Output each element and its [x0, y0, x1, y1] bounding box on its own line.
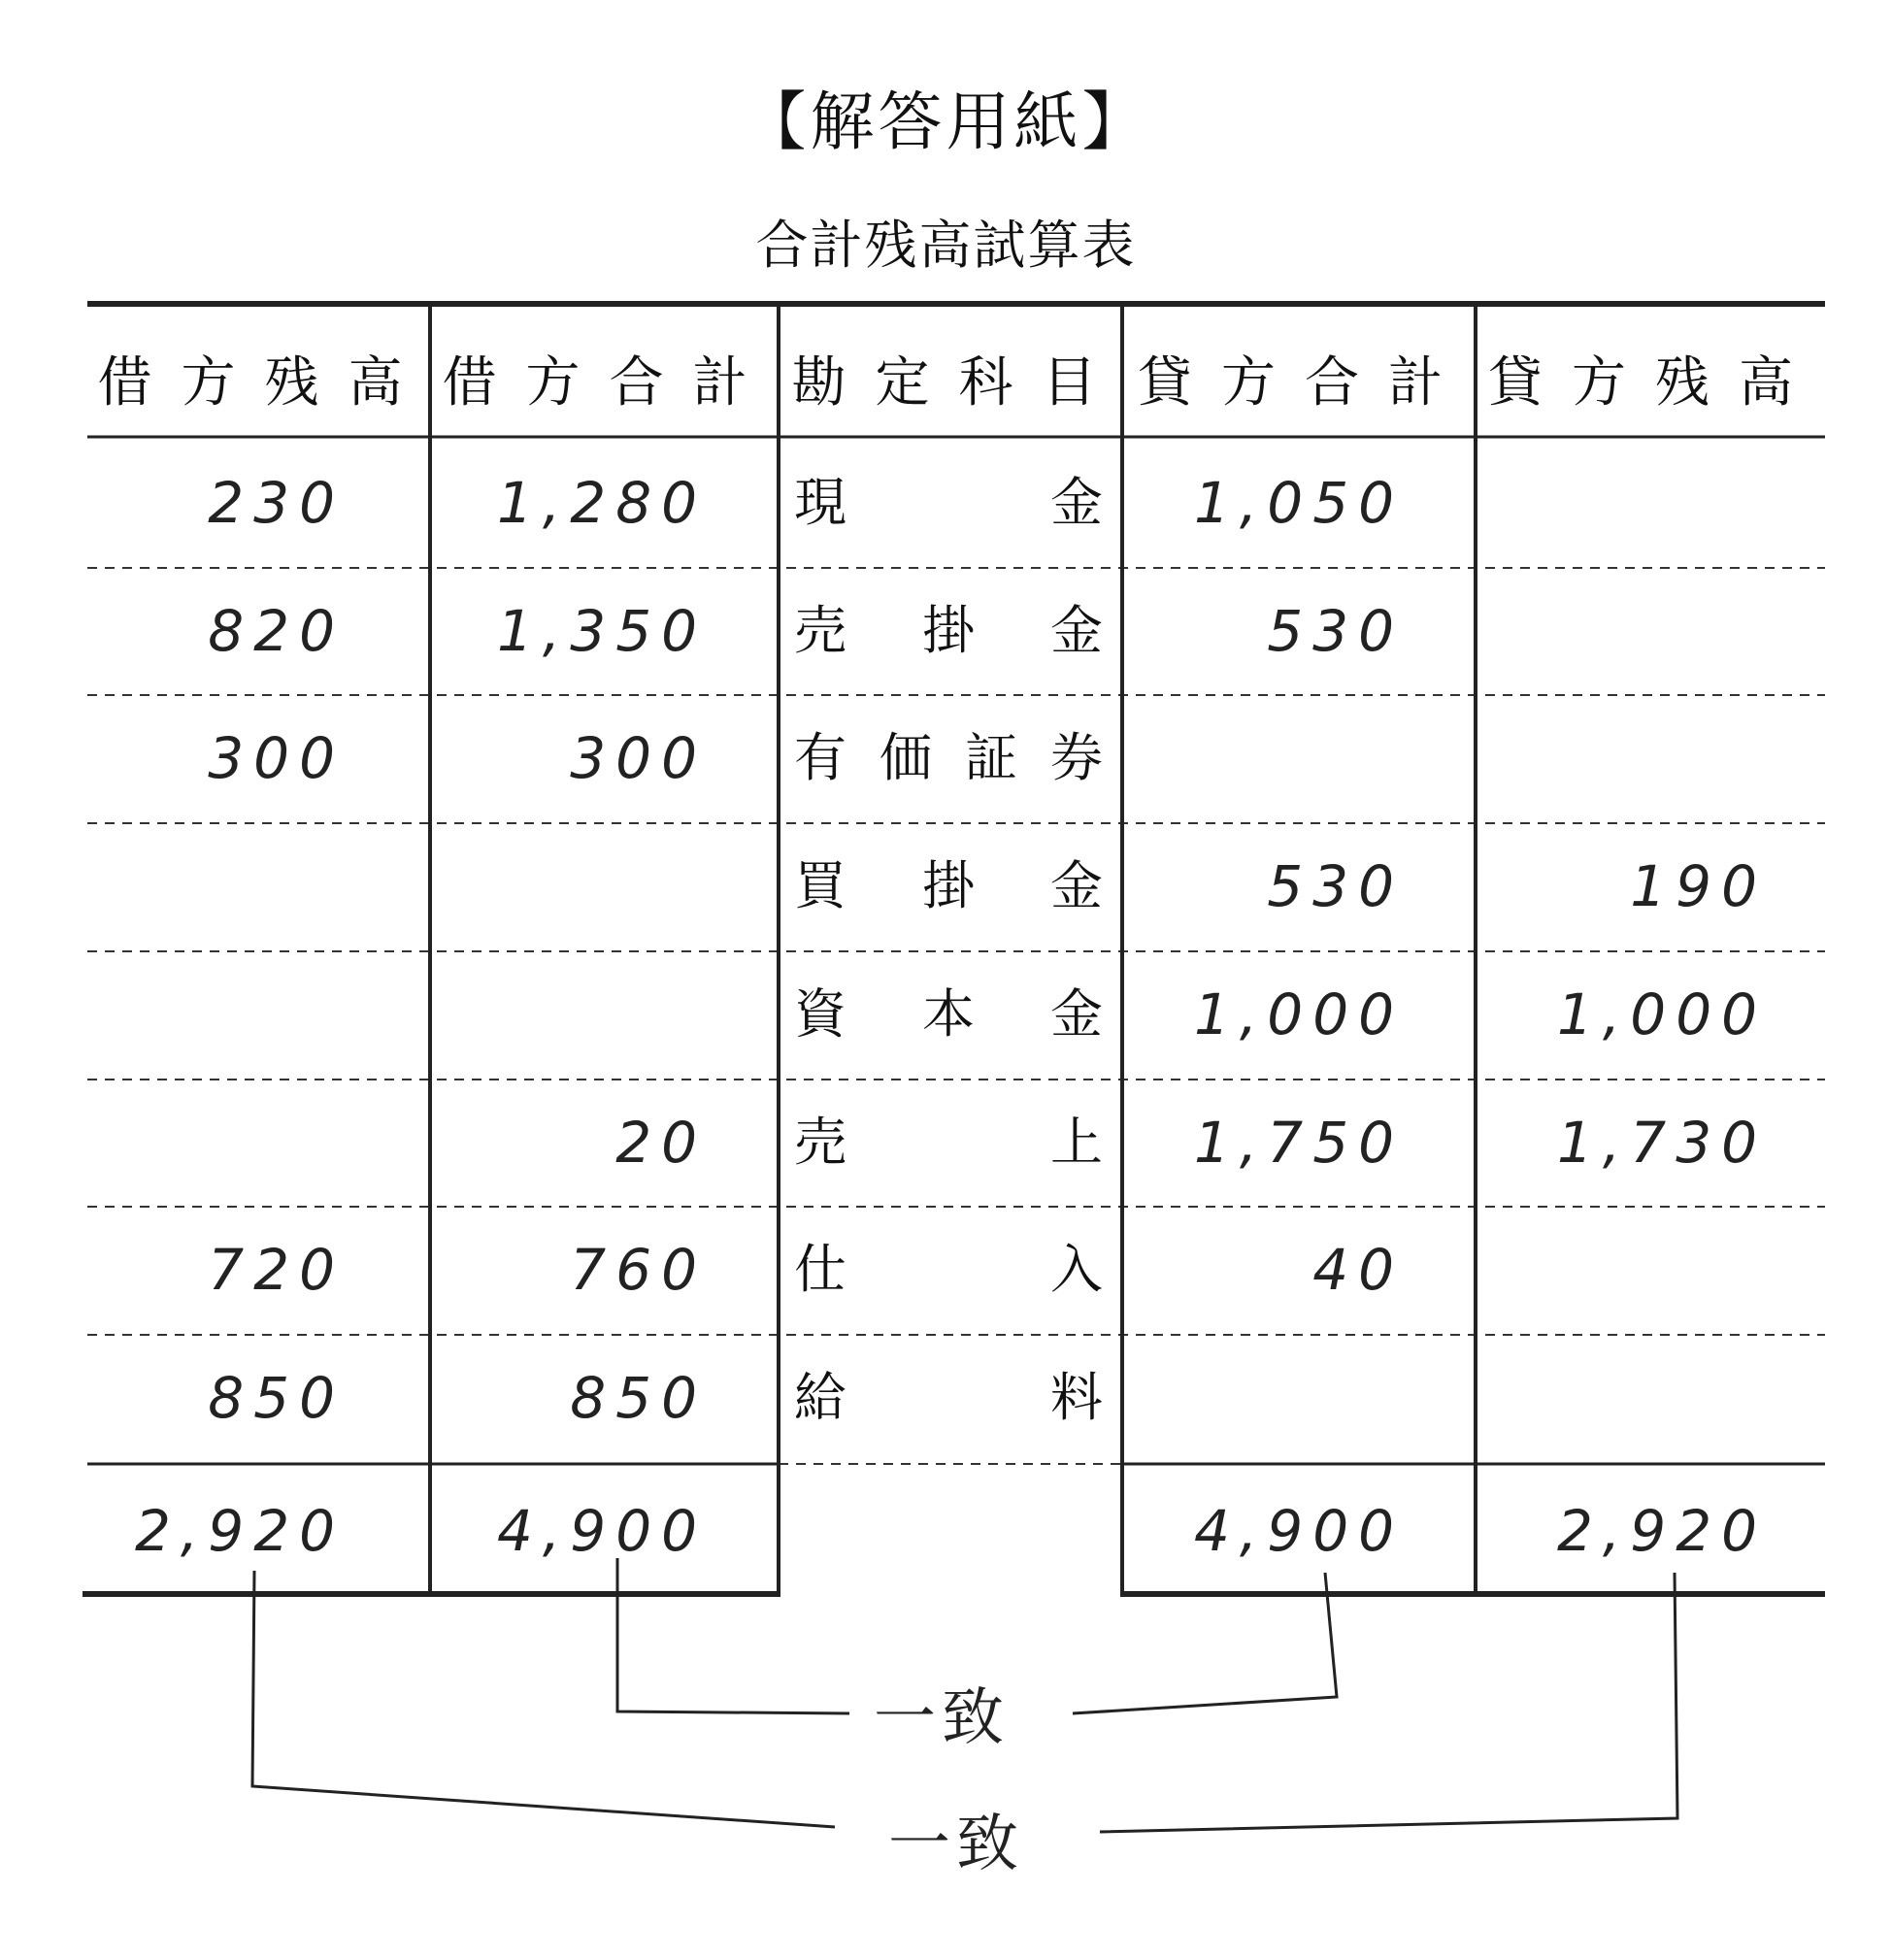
debit-balance-cell: 850 [208, 1365, 345, 1431]
credit-balance-cell [1476, 695, 1767, 821]
credit-total-cell: 1,050 [1193, 470, 1404, 536]
page-title: 【解答用紙】 [742, 84, 1150, 159]
credit-total-cell: 40 [1312, 1237, 1404, 1303]
credit-balance-cell: 1,730 [1556, 1110, 1767, 1176]
account-name-cell [794, 823, 1107, 949]
account-char: 入 [1050, 1239, 1103, 1300]
account-name-cell [794, 440, 1107, 566]
debit-total-cell [430, 823, 707, 949]
credit-balance-cell: 190 [1630, 853, 1767, 919]
debit-total-cell: 1,350 [496, 598, 707, 664]
account-char: 給 [794, 1367, 846, 1428]
account-char: 券 [1050, 727, 1103, 788]
debit-balance-cell: 230 [208, 470, 345, 536]
debit-total-cell: 300 [570, 725, 707, 791]
account-char: 証 [965, 727, 1017, 788]
account-name-cell [794, 1335, 1107, 1461]
account-char: 資 [794, 983, 846, 1045]
account-char: 売 [794, 1112, 846, 1173]
account-name-cell [794, 1207, 1107, 1333]
header-account: 勘定科目 [791, 351, 1126, 415]
account-char: 料 [1050, 1367, 1103, 1428]
header-credit-total: 貸方合計 [1138, 351, 1472, 415]
account-char: 金 [1050, 472, 1103, 533]
sheet-title: 合計残高試算表 [755, 215, 1137, 276]
credit-total-cell: 530 [1267, 598, 1404, 664]
account-name-cell [794, 1080, 1107, 1206]
debit-balance-cell: 720 [208, 1237, 345, 1303]
debit-total-cell: 850 [570, 1365, 707, 1431]
debit-balance-cell: 820 [208, 598, 345, 664]
credit-total-cell: 1,000 [1193, 981, 1404, 1047]
account-name-cell [794, 568, 1107, 694]
account-char: 現 [794, 472, 846, 533]
credit-balance-cell [1476, 568, 1767, 694]
header-debit-balance: 借方残高 [97, 351, 432, 415]
account-name-cell [794, 951, 1107, 1078]
account-char: 上 [1050, 1112, 1103, 1173]
credit-total-cell [1122, 695, 1404, 821]
match-note-balances: 一致 [888, 1809, 1024, 1880]
debit-total-cell [430, 951, 707, 1078]
account-char: 本 [922, 983, 975, 1045]
debit-total-cell: 760 [570, 1237, 707, 1303]
total-debit-balance: 2,920 [134, 1498, 345, 1564]
account-char: 金 [1050, 983, 1103, 1045]
account-char: 買 [794, 855, 846, 916]
header-debit-total: 借方合計 [442, 351, 777, 415]
account-char: 仕 [794, 1239, 846, 1300]
credit-balance-cell [1476, 440, 1767, 566]
credit-total-cell: 530 [1267, 853, 1404, 919]
credit-balance-cell [1476, 1207, 1767, 1333]
match-note-totals: 一致 [874, 1682, 1010, 1754]
account-char: 売 [794, 600, 846, 661]
debit-balance-cell: 300 [208, 725, 345, 791]
debit-balance-cell [87, 1080, 345, 1206]
account-name-cell [794, 695, 1107, 821]
account-char: 金 [1050, 855, 1103, 916]
debit-balance-cell [87, 951, 345, 1078]
debit-balance-cell [87, 823, 345, 949]
total-credit-balance: 2,920 [1556, 1498, 1767, 1564]
account-char: 掛 [922, 600, 975, 661]
account-char: 金 [1050, 600, 1103, 661]
account-char: 掛 [922, 855, 975, 916]
credit-balance-cell: 1,000 [1556, 981, 1767, 1047]
total-credit-total: 4,900 [1193, 1498, 1404, 1564]
account-char: 有 [794, 727, 846, 788]
debit-total-cell: 20 [615, 1110, 707, 1176]
credit-total-cell: 1,750 [1193, 1110, 1404, 1176]
credit-total-cell [1122, 1335, 1404, 1461]
total-debit-total: 4,900 [496, 1498, 707, 1564]
account-char: 価 [880, 727, 932, 788]
credit-balance-cell [1476, 1335, 1767, 1461]
header-credit-balance: 貸方残高 [1488, 351, 1822, 415]
debit-total-cell: 1,280 [496, 470, 707, 536]
